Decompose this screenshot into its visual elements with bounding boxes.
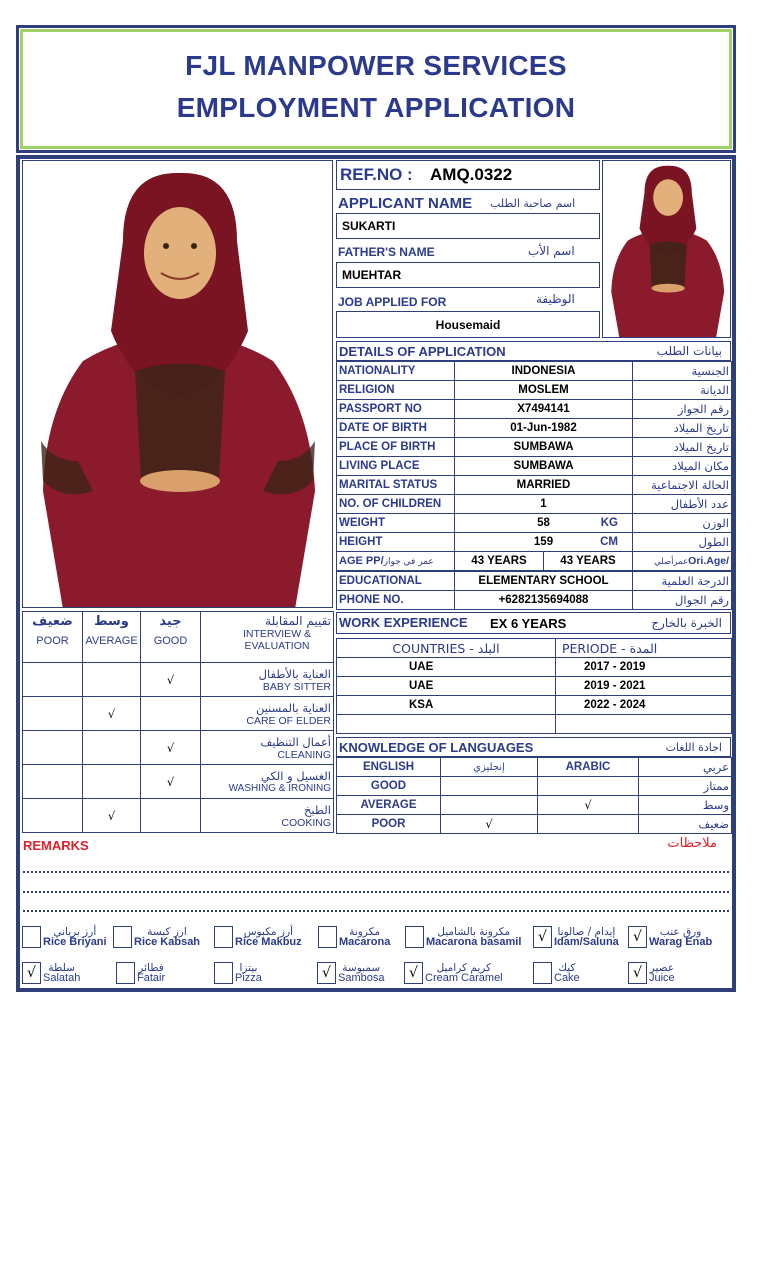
checkbox[interactable]: √ [628,926,647,948]
nationality-label: NATIONALITY [337,362,455,381]
table-row [337,591,732,610]
skill-care-of-elder [201,697,334,731]
period-cell: 2022 - 2024 [556,696,732,715]
father-name-label: FATHER'S NAME [338,245,435,259]
food-rice-briyani[interactable] [22,918,107,948]
phone-value: +6282135694088 [455,591,633,610]
religion-label-ar: الديانة [633,381,732,400]
age-pp-label-ar: عمر في جواز [383,557,434,567]
level-good: GOOD [337,777,441,796]
full-body-photo [22,160,333,608]
table-row [23,799,334,833]
level-poor-ar: ضعيف [639,815,732,834]
height-unit: CM [600,536,618,548]
table-row [337,552,732,571]
average-header [83,612,141,663]
arabic-header: ARABIC [538,758,639,777]
table-header-row [337,639,732,658]
father-name-value: MUEHTAR [342,268,402,282]
header-box [20,29,732,149]
work-history-table [336,638,732,734]
food-rice-kabsah[interactable] [113,918,200,948]
person-figure-icon [603,161,731,338]
period-header: PERIODE - المدة [556,639,732,658]
person-figure-icon [23,161,333,608]
table-row [337,362,732,381]
dob-value: 01-Jun-1982 [455,419,633,438]
evaluation-header [201,612,334,663]
table-row [337,658,732,677]
washing-good-check: √ [141,765,201,799]
english-good-check [441,777,538,796]
checkbox[interactable]: √ [628,962,647,984]
food-label: Fatair [137,972,166,984]
table-row [23,663,334,697]
cooking-poor-check [23,799,83,833]
evaluation-title: INTERVIEW & [242,628,312,640]
skill-en: BABY SITTER [262,680,331,693]
marital-label-ar: الحالة الاجتماعية [633,476,732,495]
table-row [337,572,732,591]
applicant-name-value: SUKARTI [342,219,396,233]
checkbox[interactable] [116,962,135,984]
evaluation-table [22,611,334,833]
country-cell: UAE [337,658,556,677]
education-label: EDUCATIONAL [337,572,455,591]
age-table [336,551,732,571]
food-macarona[interactable] [318,918,390,948]
work-experience-value: EX 6 YEARS [490,616,567,631]
table-header-row [23,612,334,663]
poor-header [23,612,83,663]
work-experience-label: WORK EXPERIENCE [339,615,468,630]
food-label-ar: فطائر [138,961,164,974]
father-name-field [336,262,600,288]
details-title-bar [336,341,731,361]
food-label: Rice Makbuz [235,936,302,948]
details-table [336,361,732,552]
english-header: ENGLISH [337,758,441,777]
table-row [337,381,732,400]
washing-average-check [83,765,141,799]
weight-label-ar: الوزن [633,514,732,533]
children-value: 1 [455,495,633,514]
table-row [337,815,732,834]
level-average: AVERAGE [337,796,441,815]
details-title: DETAILS OF APPLICATION [339,344,506,359]
cleaning-average-check [83,731,141,765]
work-experience-label-ar: الخبرة بالخارج [651,616,722,630]
job-applied-field [336,311,600,338]
table-row [23,697,334,731]
poor-header-ar: ضعيف [32,614,73,629]
food-cream-caramel[interactable] [404,954,503,984]
level-average-ar: وسط [639,796,732,815]
food-label: Rice Briyani [43,936,107,948]
table-header-row [337,758,732,777]
remarks-label: REMARKS [23,838,89,853]
applicant-name-label: APPLICANT NAME [338,195,473,212]
table-row [337,796,732,815]
food-pizza[interactable] [214,954,262,984]
food-label: Sambosa [338,972,385,984]
age-pp-label: AGE PP/ [339,555,384,567]
children-label-ar: عدد الأطفال [633,495,732,514]
table-row [337,400,732,419]
age-pp-label-cell [337,552,455,571]
checkbox[interactable] [533,962,552,984]
religion-label: RELIGION [337,381,455,400]
phone-label: PHONE NO. [337,591,455,610]
food-label: Cream Caramel [425,972,503,984]
skill-en: COOKING [281,816,331,829]
age-original-value: 43 YEARS [544,552,633,571]
marital-label: MARITAL STATUS [337,476,455,495]
babysitter-poor-check [23,663,83,697]
skill-ar: العناية بالمسنين [255,700,331,715]
food-label: Juice [649,972,675,984]
job-applied-value: Housemaid [435,318,501,332]
dob-label: DATE OF BIRTH [337,419,455,438]
pob-label: PLACE OF BIRTH [337,438,455,457]
remarks-line-1[interactable] [23,871,729,873]
weight-value: 58 [537,517,550,529]
country-cell: UAE [337,677,556,696]
cooking-good-check [141,799,201,833]
skill-washing-ironing [201,765,334,799]
food-label-ar: عصير [649,961,675,974]
elder-poor-check [23,697,83,731]
period-cell [556,715,732,734]
food-cake[interactable] [533,954,580,984]
work-experience-bar [336,612,731,634]
food-label: Idam/Saluna [554,936,619,948]
age-ori-label-ar: عمرأصلي [654,557,689,567]
nationality-label-ar: الجنسية [633,362,732,381]
level-good-ar: ممتاز [639,777,732,796]
skill-ar: الغسيل و الكي [260,769,331,783]
pob-value: SUMBAWA [455,438,633,457]
checkbox[interactable]: √ [317,962,336,984]
table-row [337,438,732,457]
dob-label-ar: تاريخ الميلاد [633,419,732,438]
portrait-photo [602,160,731,338]
food-warag-enab[interactable] [628,918,712,948]
job-applied-label: JOB APPLIED FOR [338,295,447,309]
food-label: Cake [554,972,580,984]
passport-value: X7494141 [455,400,633,419]
food-label-ar: كيك [558,961,576,974]
phone-label-ar: رقم الجوال [633,591,732,610]
table-row [337,514,732,533]
food-idam-saluna[interactable] [533,918,619,948]
average-header-en: AVERAGE [85,635,138,647]
living-place-label: LIVING PLACE [337,457,455,476]
living-place-label-ar: مكان الميلاد [633,457,732,476]
table-row [337,457,732,476]
passport-label: PASSPORT NO [337,400,455,419]
food-fatair[interactable] [116,954,165,984]
poor-header-en: POOR [36,635,69,647]
food-juice[interactable] [628,954,675,984]
table-row [337,533,732,552]
table-row [23,731,334,765]
skill-ar: العناية بالأطفال [258,666,331,681]
age-ori-label: Ori.Age/ [688,555,729,567]
checkbox[interactable] [214,962,233,984]
table-row [337,677,732,696]
job-applied-label-ar: الوظيفة [536,292,575,306]
checkbox[interactable] [22,926,41,948]
applicant-name-field [336,213,600,239]
education-label-ar: الدرجة العلمية [633,572,732,591]
english-header-ar: إنجليزي [441,758,538,777]
religion-value: MOSLEM [455,381,633,400]
food-label-ar: ورق عنب [659,925,702,938]
country-cell [337,715,556,734]
level-poor: POOR [337,815,441,834]
height-value-cell [455,533,633,552]
ref-number-box [336,160,600,190]
skill-ar: الطبخ [303,802,331,817]
table-row [337,419,732,438]
remarks-label-ar: ملاحظات [667,836,717,851]
arabic-poor-check [538,815,639,834]
weight-value-cell [455,514,633,533]
food-label-ar: بيتزا [239,961,258,974]
cleaning-poor-check [23,731,83,765]
food-label-ar: كريم كراميل [436,961,492,974]
food-label: Rice Kabsah [134,936,201,948]
form-title: EMPLOYMENT APPLICATION [176,92,576,123]
ref-value: AMQ.0322 [430,165,513,184]
applicant-name-label-ar: اسم صاحبة الطلب [490,197,576,210]
age-ori-label-cell [633,552,732,571]
skill-ar: أعمال التنظيف [260,734,331,749]
washing-poor-check [23,765,83,799]
skill-cleaning [201,731,334,765]
good-header-en: GOOD [153,635,188,647]
languages-title-ar: اجادة اللغات [665,741,722,754]
father-name-label-ar: اسم الأب [528,244,575,258]
skill-en: CARE OF ELDER [246,714,331,727]
table-row [337,476,732,495]
elder-good-check [141,697,201,731]
height-value: 159 [533,536,554,548]
food-label: Macarona basamil [426,936,522,948]
table-row [337,495,732,514]
country-cell: KSA [337,696,556,715]
food-label-ar: مكرونة [349,925,381,938]
pob-label-ar: تاريخ الميلاد [633,438,732,457]
food-label-ar: سمبوسة [342,961,381,974]
english-poor-check: √ [441,815,538,834]
food-salatah[interactable] [22,954,80,984]
languages-table [336,757,732,834]
countries-header: COUNTRIES - البلد [337,639,556,658]
period-cell: 2017 - 2019 [556,658,732,677]
checkbox[interactable]: √ [533,926,552,948]
arabic-good-check [538,777,639,796]
table-row [337,715,732,734]
evaluation-title-ar: تقييم المقابلة [265,614,331,628]
height-label-ar: الطول [633,533,732,552]
marital-value: MARRIED [455,476,633,495]
food-label-ar: أرز برياني [53,925,97,938]
languages-title: KNOWLEDGE OF LANGUAGES [339,740,534,755]
english-average-check [441,796,538,815]
age-pp-value: 43 YEARS [455,552,544,571]
good-header-ar: جيد [159,614,182,629]
checkbox[interactable]: √ [404,962,423,984]
skill-en: WASHING & IRONING [228,783,331,794]
food-label: Pizza [235,972,262,984]
arabic-average-check: √ [538,796,639,815]
food-label-ar: سلطة [48,961,75,974]
food-label: Salatah [43,972,81,984]
checkbox[interactable] [405,926,424,948]
table-row [337,696,732,715]
company-name: FJL MANPOWER SERVICES [185,50,567,81]
height-label: HEIGHT [337,533,455,552]
period-cell: 2019 - 2021 [556,677,732,696]
arabic-header-ar: عربي [639,758,732,777]
passport-label-ar: رقم الجواز [633,400,732,419]
education-phone-table [336,571,732,610]
languages-title-bar [336,737,731,757]
checkbox[interactable] [113,926,132,948]
checkbox[interactable] [214,926,233,948]
food-label-ar: أرز مكبوس [243,925,293,938]
evaluation-title-2: EVALUATION [244,640,310,652]
details-title-ar: بيانات الطلب [656,344,722,358]
food-label-ar: ارز كبسة [147,925,187,938]
remarks-line-3[interactable] [23,910,729,912]
weight-label: WEIGHT [337,514,455,533]
food-macarona-basamil[interactable] [405,918,521,948]
table-row [337,777,732,796]
babysitter-good-check: √ [141,663,201,697]
cleaning-good-check: √ [141,731,201,765]
remarks-line-2[interactable] [23,891,729,893]
food-sambosa[interactable] [317,954,384,984]
food-label: Warag Enab [649,936,713,948]
average-header-ar: وسط [94,614,129,629]
education-value: ELEMENTARY SCHOOL [455,572,633,591]
table-row [23,765,334,799]
food-label-ar: مكرونة بالشاميل [437,925,511,938]
skill-cooking [201,799,334,833]
elder-average-check: √ [83,697,141,731]
checkbox[interactable]: √ [22,962,41,984]
food-label: Macarona [339,936,391,948]
food-label-ar: إيدام / صالونا [557,925,616,938]
children-label: NO. OF CHILDREN [337,495,455,514]
good-header [141,612,201,663]
skill-babysitter [201,663,334,697]
babysitter-average-check [83,663,141,697]
skill-en: CLEANING [277,748,331,761]
food-rice-makbuz[interactable] [214,918,302,948]
ref-label: REF.NO : [340,165,413,184]
checkbox[interactable] [318,926,337,948]
nationality-value: INDONESIA [455,362,633,381]
living-place-value: SUMBAWA [455,457,633,476]
weight-unit: KG [600,517,618,529]
cooking-average-check: √ [83,799,141,833]
